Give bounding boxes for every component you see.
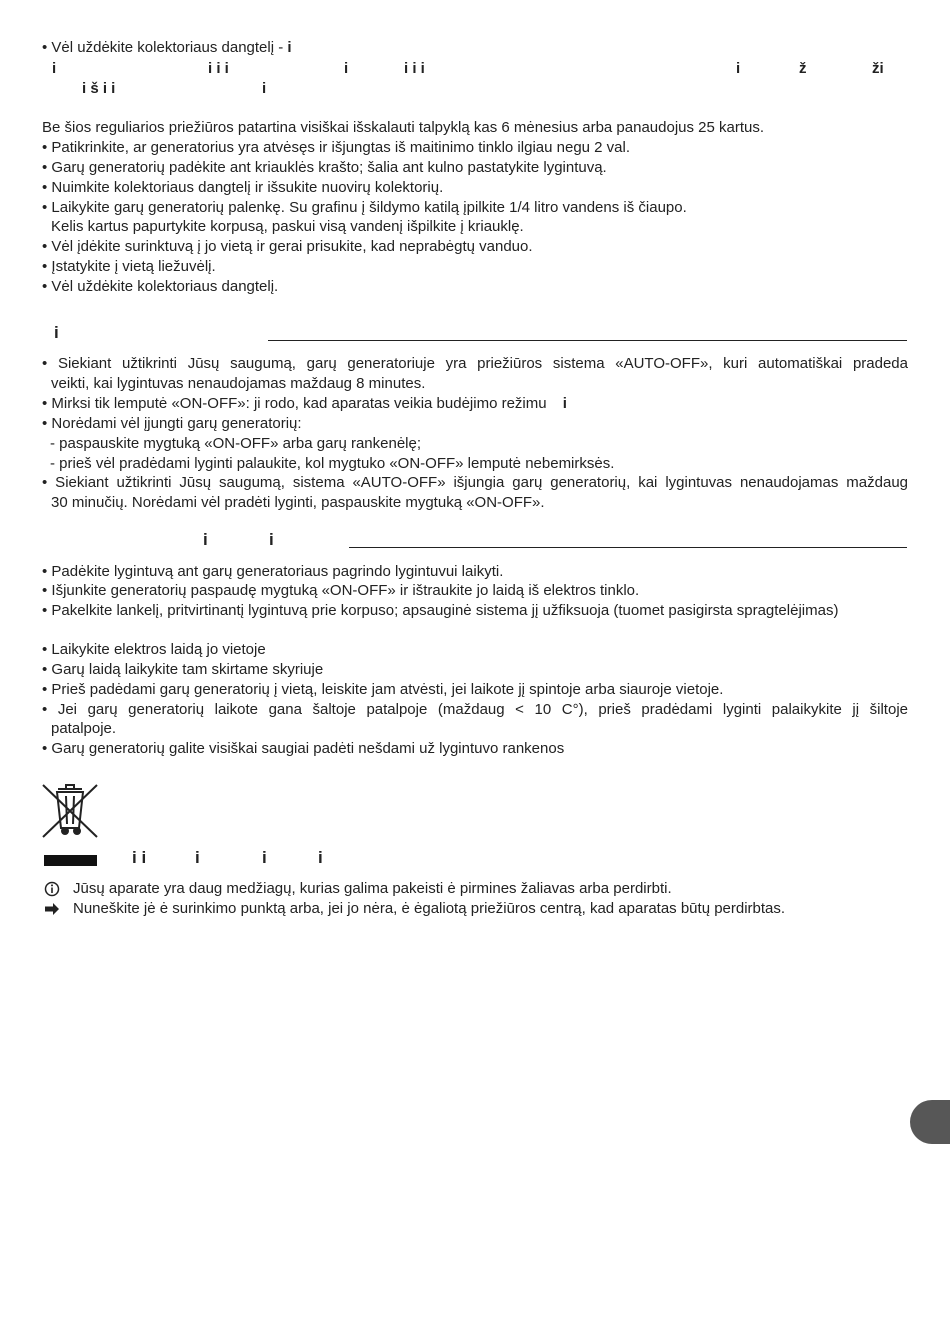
- section-heading-fragment: i: [318, 848, 323, 867]
- list-item: • Garų generatorių padėkite ant kriauklės krašto; šalia ant kulno pastatykite lygintuvą.: [42, 159, 607, 176]
- top-line-1: • Vėl uždėkite kolektoriaus dangtelį - i: [42, 39, 292, 56]
- autooff-paragraph: • Siekiant užtikrinti Jūsų saugumą, sistema «AUTO-OFF» išjungia garų generatorių, kai lygintuvas nenaudojamas maždaug: [42, 474, 908, 491]
- autooff-subitem: - paspauskite mygtuką «ON-OFF» arba garų rankenėlę;: [50, 435, 422, 452]
- section-heading-autooff: i: [54, 323, 59, 342]
- top-fragment: i: [262, 80, 267, 97]
- section-heading-fragment: i i: [132, 848, 147, 867]
- heading-rule: [268, 340, 907, 341]
- list-item-continuation: patalpoje.: [51, 720, 117, 737]
- section-heading-fragment: i: [203, 530, 208, 549]
- maintenance-intro: Be šios reguliarios priežiūros patartina visiškai išskalauti talpyklą kas 6 mėnesius arba panaudojus 25 kartus.: [42, 119, 765, 136]
- list-item: • Laikykite elektros laidą jo vietoje: [42, 641, 266, 658]
- list-item: • Vėl įdėkite surinktuvą į jo vietą ir gerai prisukite, kad neprabėgtų vanduo.: [42, 238, 533, 255]
- list-item: • Pakelkite lankelį, pritvirtinantį lygintuvą prie korpuso; apsauginė sistema jį užfiksuoja (tuomet pasigirsta spragtelėjimas): [42, 602, 839, 619]
- list-item: • Įstatykite į vietą liežuvėlį.: [42, 258, 216, 275]
- autooff-subitem: - prieš vėl pradėdami lyginti palaukite, kol mygtuko «ON-OFF» lemputė nebemirksės.: [50, 455, 615, 472]
- list-item: • Laikykite garų generatorių palenkę. Su grafinu į šildymo katilą įpilkite 1/4 litro vandens iš čiaupo.: [42, 199, 687, 216]
- environment-line: Jūsų aparate yra daug medžiagų, kurias galima pakeisti ė pirmines žaliavas arba perdirbti.: [73, 880, 672, 897]
- autooff-paragraph: • Mirksi tik lemputė «ON-OFF»: ji rodo, kad aparatas veikia budėjimo režimu i: [42, 395, 567, 412]
- page-tab: [910, 1100, 950, 1144]
- list-item: • Garų laidą laikykite tam skirtame skyriuje: [42, 661, 324, 678]
- arrow-right-icon: [44, 902, 60, 916]
- list-item: • Nuimkite kolektoriaus dangtelį ir išsukite nuovirų kolektorių.: [42, 179, 444, 196]
- section-heading-fragment: i: [269, 530, 274, 549]
- list-item: • Išjunkite generatorių paspaudę mygtuką «ON-OFF» ir ištraukite jo laidą iš elektros tinklo.: [42, 582, 640, 599]
- top-fragment: i: [344, 60, 349, 77]
- top-fragment: i i i: [404, 60, 425, 77]
- top-fragment: i i i: [208, 60, 229, 77]
- list-item: • Jei garų generatorių laikote gana šaltoje patalpoje (maždaug < 10 C°), prieš pradėdami lyginti palaikykite jį šiltoje: [42, 701, 908, 718]
- list-item: • Padėkite lygintuvą ant garų generatoriaus pagrindo lygintuvui laikyti.: [42, 563, 504, 580]
- section-heading-fragment: i: [262, 848, 267, 867]
- heading-rule: [349, 547, 907, 548]
- top-fragment: ži: [872, 60, 884, 77]
- list-item: • Patikrinkite, ar generatorius yra atvėsęs ir išjungtas iš maitinimo tinklo ilgiau negu 2 val.: [42, 139, 631, 156]
- list-item: • Vėl uždėkite kolektoriaus dangtelį.: [42, 278, 279, 295]
- autooff-paragraph: • Norėdami vėl įjungti garų generatorių:: [42, 415, 302, 432]
- autooff-paragraph: • Siekiant užtikrinti Jūsų saugumą, garų generatoriuje yra priežiūros sistema «AUTO-OFF», kuri automatiškai pradeda: [42, 355, 908, 372]
- autooff-paragraph-cont: veikti, kai lygintuvas nenaudojamas maždaug 8 minutes.: [51, 375, 426, 392]
- list-item: • Garų generatorių galite visiškai saugiai padėti nešdami už lygintuvo rankenos: [42, 740, 565, 757]
- list-item-continuation: Kelis kartus papurtykite korpusą, paskui visą vandenį išpilkite į kriauklę.: [51, 218, 524, 235]
- section-heading-fragment: i: [195, 848, 200, 867]
- section-marker: [44, 855, 97, 866]
- top-fragment: ž: [799, 60, 807, 77]
- environment-line: Nuneškite jė ė surinkimo punktą arba, jei jo nėra, ė ėgaliotą priežiūros centrą, kad aparatas būtų perdirbtas.: [73, 900, 786, 917]
- info-circle-icon: [44, 881, 60, 897]
- top-fragment: i: [736, 60, 741, 77]
- top-fragment: i: [52, 60, 57, 77]
- top-fragment: i š i i: [82, 80, 116, 97]
- crossed-out-bin-icon: [40, 780, 100, 840]
- autooff-paragraph-cont: 30 minučių. Norėdami vėl pradėti lyginti, paspauskite mygtuką «ON-OFF».: [51, 494, 545, 511]
- list-item: • Prieš padėdami garų generatorių į vietą, leiskite jam atvėsti, jei laikote jį spintoje arba siauroje vietoje.: [42, 681, 724, 698]
